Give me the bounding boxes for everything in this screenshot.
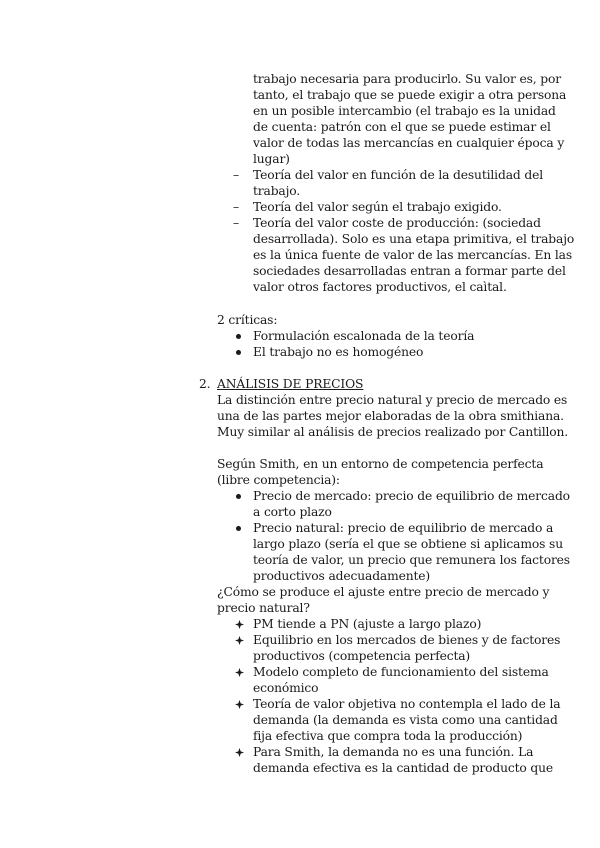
list-item-line: Precio natural: precio de equilibrio de mercado a [253,521,554,535]
diamond-bullet-icon [235,700,244,709]
text-line: en un posible intercambio (el trabajo es la unidad [253,104,556,118]
list-item: El trabajo no es homogéneo [253,345,424,359]
text-line: lugar) [253,152,290,166]
diamond-bullet-icon [235,748,244,757]
bullet-dot [236,526,241,531]
list-item-line: largo plazo (sería el que se obtiene si aplicamos su [253,537,563,551]
section-number: 2. [199,377,211,391]
list-item-line: a corto plazo [253,505,332,519]
list-item-line: trabajo. [253,184,301,198]
list-item-line: desarrollada). Solo es una etapa primitiva, el trabajo [253,232,575,246]
list-item-line: productivos (competencia perfecta) [253,649,471,663]
list-item-line: teoría de valor, un precio que remunera los factores [253,553,570,567]
criticas-heading: 2 críticas: [217,313,278,327]
bullet-dot [236,350,241,355]
dash-marker: – [233,200,240,214]
list-item: Formulación escalonada de la teoría [253,329,475,343]
text-line: trabajo necesaria para producirlo. Su valor es, por [253,72,561,86]
list-item-line: Teoría del valor según el trabajo exigido. [253,200,502,214]
list-item-line: Equilibrio en los mercados de bienes y de factores [253,633,561,647]
diamond-bullet-icon [235,620,244,629]
text-line: Muy similar al análisis de precios realizado por Cantillon. [217,425,569,439]
text-line: La distinción entre precio natural y precio de mercado es [217,393,568,407]
diamond-bullet-icon [235,668,244,677]
list-item-line: valor otros factores productivos, el caìtal. [253,280,507,294]
list-item-line: económico [253,681,319,695]
text-line: una de las partes mejor elaboradas de la obra smithiana. [217,409,564,423]
list-item-line: Precio de mercado: precio de equilibrio de mercado [253,489,570,503]
dash-marker: – [233,168,240,182]
text-line: precio natural? [217,601,310,615]
list-item-line: demanda (la demanda es vista como una cantidad [253,713,558,727]
bullet-dot [236,334,241,339]
dash-marker: – [233,216,240,230]
list-item-line: Modelo completo de funcionamiento del sistema [253,665,549,679]
text-line: tanto, el trabajo que se puede exigir a otra persona [253,88,567,102]
bullet-dot [236,494,241,499]
text-line: Según Smith, en un entorno de competencia perfecta [217,457,544,471]
list-item-line: Teoría del valor coste de producción: (sociedad [253,216,541,230]
text-line: de cuenta: patrón con el que se puede estimar el [253,120,551,134]
list-item-line: fija efectiva que compra toda la producción) [253,729,523,743]
diamond-bullet-icon [235,636,244,645]
text-line: (libre competencia): [217,473,340,487]
list-item-line: Teoría del valor en función de la desutilidad del [253,168,543,182]
section-title: ANÁLISIS DE PRECIOS [217,377,364,391]
list-item-line: Teoría de valor objetiva no contempla el lado de la [253,697,561,711]
text-line: ¿Cómo se produce el ajuste entre precio de mercado y [217,585,550,599]
list-item-line: Para Smith, la demanda no es una función. La [253,745,534,759]
list-item-line: sociedades desarrolladas entran a formar parte del [253,264,566,278]
list-item-line: PM tiende a PN (ajuste a largo plazo) [253,617,482,631]
list-item-line: demanda efectiva es la cantidad de producto que [253,761,554,775]
text-line: valor de todas las mercancías en cualquier época y [253,136,565,150]
list-item-line: es la única fuente de valor de las mercancías. En las [253,248,573,262]
list-item-line: productivos adecuadamente) [253,569,431,583]
